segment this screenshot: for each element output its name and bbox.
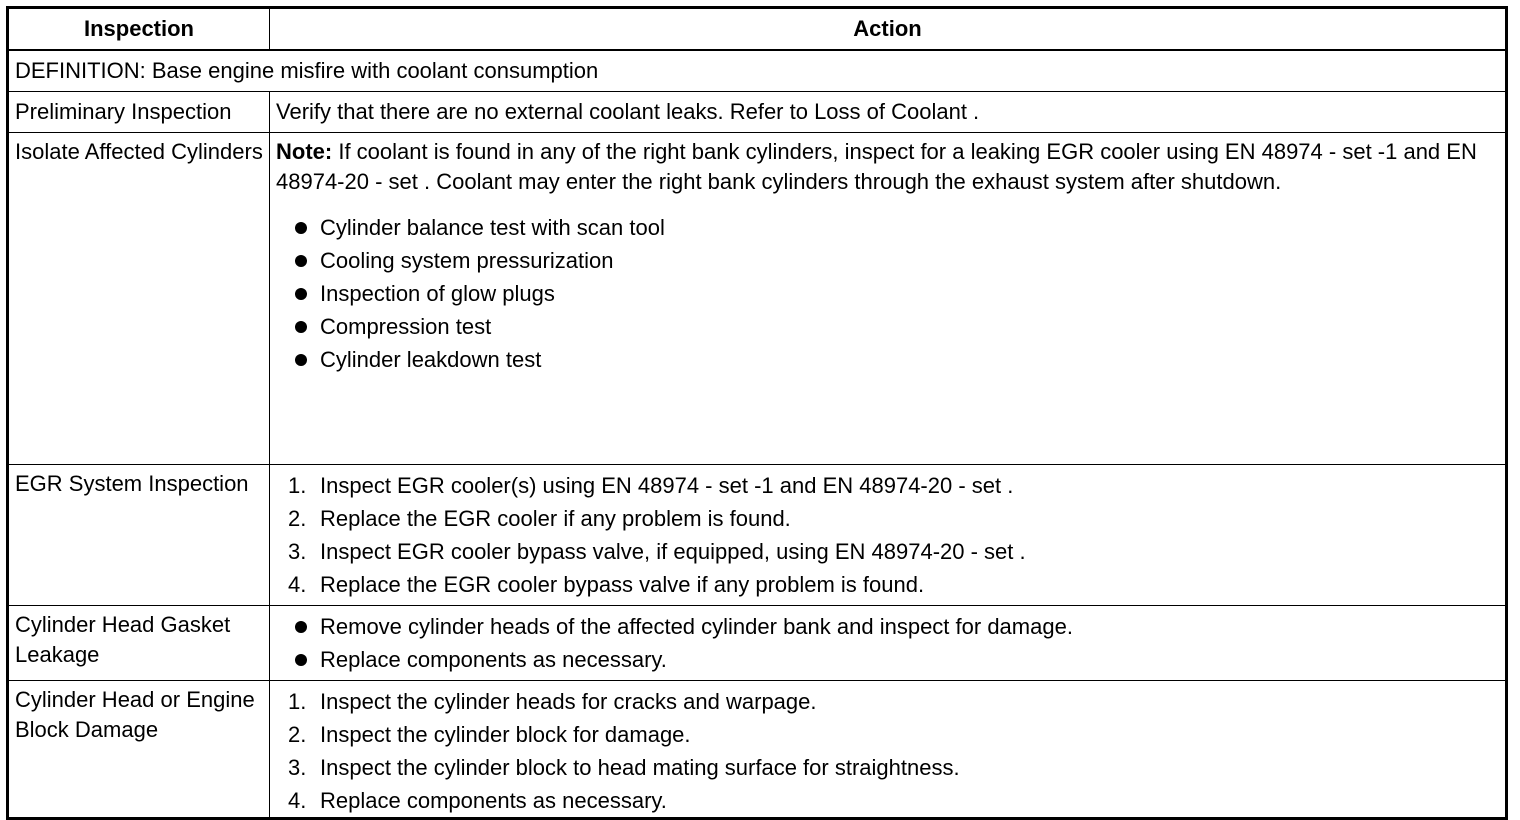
list-item — [276, 535, 1499, 568]
bullet-list — [276, 211, 1499, 376]
list-item-text: Replace components as necessary. — [320, 647, 667, 672]
action-cell — [270, 465, 1507, 606]
list-item-text: Replace components as necessary. — [320, 788, 667, 813]
list-item — [276, 310, 1499, 343]
inspection-cell: Cylinder Head or Engine Block Damage — [8, 681, 270, 819]
list-item-text: Inspect the cylinder heads for cracks and warpage. — [320, 689, 817, 714]
list-item — [276, 610, 1499, 643]
list-item-text: Remove cylinder heads of the affected cylinder bank and inspect for damage. — [320, 614, 1073, 639]
list-item — [276, 718, 1499, 751]
action-cell — [270, 133, 1507, 465]
note-text: If coolant is found in any of the right bank cylinders, inspect for a leaking EGR cooler using EN 48974 - set -1 and EN 48974-20 - set . Coolant may enter the right bank cylinders through the exhaust system after shutdown. — [276, 139, 1477, 194]
action-cell: Verify that there are no external coolant leaks. Refer to Loss of Coolant . — [270, 92, 1507, 133]
inspection-cell: EGR System Inspection — [8, 465, 270, 606]
numbered-list — [276, 685, 1499, 817]
list-item — [276, 211, 1499, 244]
list-item-text: Cylinder balance test with scan tool — [320, 215, 665, 240]
list-item-text: Inspect EGR cooler bypass valve, if equipped, using EN 48974-20 - set . — [320, 539, 1026, 564]
table-row — [8, 133, 1507, 465]
list-item — [276, 244, 1499, 277]
header-action: Action — [270, 8, 1507, 51]
step-number: 2. — [288, 722, 307, 747]
bullet-icon — [295, 288, 307, 300]
table-row — [8, 92, 1507, 133]
definition-text: DEFINITION: Base engine misfire with coolant consumption — [8, 50, 1507, 92]
list-item — [276, 502, 1499, 535]
bullet-icon — [295, 654, 307, 666]
list-item — [276, 568, 1499, 601]
table-row — [8, 681, 1507, 819]
inspection-cell: Isolate Affected Cylinders — [8, 133, 270, 465]
definition-row — [8, 50, 1507, 92]
step-number: 3. — [288, 539, 307, 564]
list-item-text: Inspect EGR cooler(s) using EN 48974 - set -1 and EN 48974-20 - set . — [320, 473, 1014, 498]
list-item — [276, 784, 1499, 817]
bullet-icon — [295, 222, 307, 234]
list-item — [276, 643, 1499, 676]
list-item-text: Replace the EGR cooler if any problem is found. — [320, 506, 791, 531]
list-item-text: Inspect the cylinder block for damage. — [320, 722, 691, 747]
action-cell — [270, 606, 1507, 681]
list-item-text: Inspection of glow plugs — [320, 281, 555, 306]
note-paragraph — [276, 137, 1499, 197]
bullet-icon — [295, 354, 307, 366]
bullet-icon — [295, 321, 307, 333]
list-item — [276, 277, 1499, 310]
list-item-text: Cooling system pressurization — [320, 248, 614, 273]
diagnostic-table — [6, 6, 1508, 820]
step-number: 1. — [288, 689, 307, 714]
table-row — [8, 465, 1507, 606]
action-cell — [270, 681, 1507, 819]
list-item — [276, 469, 1499, 502]
step-number: 1. — [288, 473, 307, 498]
list-item — [276, 751, 1499, 784]
step-number: 4. — [288, 572, 307, 597]
list-item-text: Compression test — [320, 314, 492, 339]
bullet-icon — [295, 255, 307, 267]
header-inspection: Inspection — [8, 8, 270, 51]
numbered-list — [276, 469, 1499, 601]
inspection-cell: Cylinder Head Gasket Leakage — [8, 606, 270, 681]
table-row — [8, 606, 1507, 681]
step-number: 4. — [288, 788, 307, 813]
list-item — [276, 343, 1499, 376]
list-item-text: Cylinder leakdown test — [320, 347, 542, 372]
list-item — [276, 685, 1499, 718]
step-number: 3. — [288, 755, 307, 780]
inspection-cell: Preliminary Inspection — [8, 92, 270, 133]
note-label: Note: — [276, 139, 333, 164]
list-item-text: Inspect the cylinder block to head mating surface for straightness. — [320, 755, 960, 780]
bullet-list — [276, 610, 1499, 676]
bullet-icon — [295, 621, 307, 633]
step-number: 2. — [288, 506, 307, 531]
list-item-text: Replace the EGR cooler bypass valve if any problem is found. — [320, 572, 925, 597]
header-row — [8, 8, 1507, 51]
